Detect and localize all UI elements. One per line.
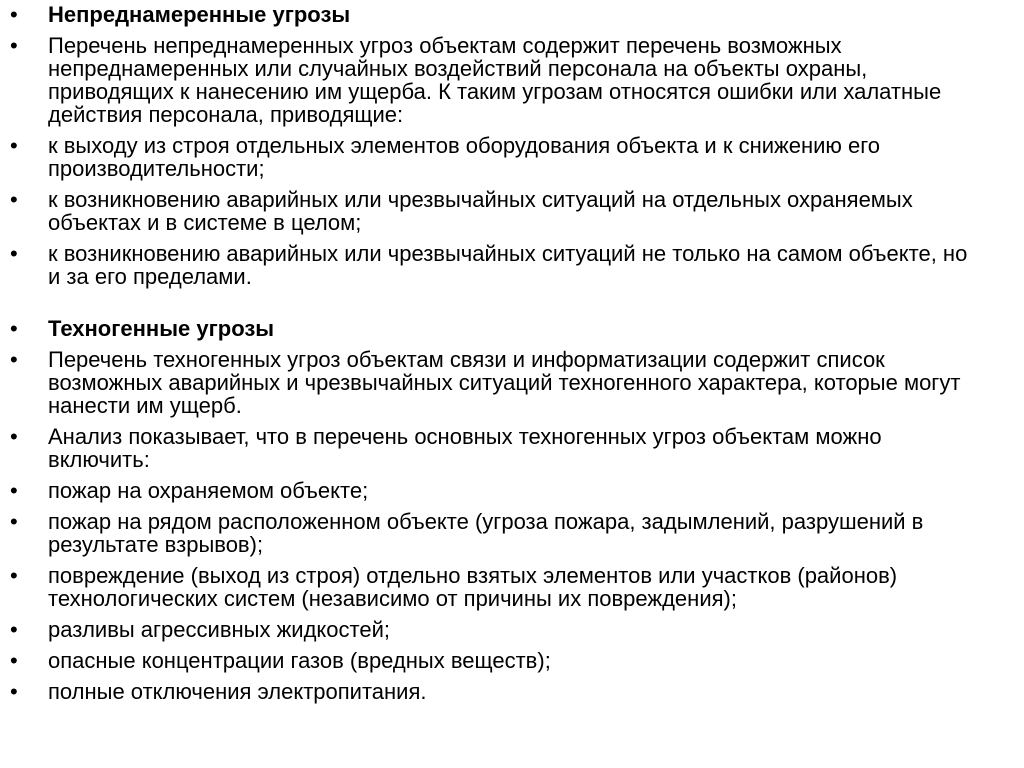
- bullet-icon: •: [10, 347, 18, 372]
- section-heading-unintentional: [10, 3, 984, 26]
- bullet-icon: •: [10, 2, 18, 27]
- bullet-icon: •: [10, 241, 18, 266]
- list-item: [10, 425, 984, 471]
- list-item-text: Анализ показывает, что в перечень основных техногенных угроз объектам можно включить:: [48, 424, 882, 472]
- bullet-icon: •: [10, 316, 18, 341]
- bullet-icon: •: [10, 478, 18, 503]
- list-item: [10, 134, 984, 180]
- section-title: Непреднамеренные угрозы: [48, 2, 351, 27]
- bullet-icon: •: [10, 424, 18, 449]
- bullet-icon: •: [10, 679, 18, 704]
- bullet-icon: •: [10, 33, 18, 58]
- list-item: [10, 242, 984, 288]
- list-item: [10, 618, 984, 641]
- section-heading-technogenic: [10, 317, 984, 340]
- list-item: [10, 649, 984, 672]
- list-item-text: опасные концентрации газов (вредных веществ);: [48, 648, 551, 673]
- bullet-icon: •: [10, 648, 18, 673]
- bullet-icon: •: [10, 563, 18, 588]
- list-item: [10, 564, 984, 610]
- list-item: [10, 510, 984, 556]
- list-item-text: Перечень непреднамеренных угроз объектам содержит перечень возможных непреднамеренных или случайных воздействий персонала на объекты охраны, приводящих к нанесению им ущерба. К таким угрозам относятся ошибки или халатные действия персонала, приводящие:: [48, 33, 942, 127]
- list-item-text: полные отключения электропитания.: [48, 679, 427, 704]
- list-item-text: к возникновению аварийных или чрезвычайных ситуаций на отдельных охраняемых объектах и в системе в целом;: [48, 187, 913, 235]
- list-item-text: к возникновению аварийных или чрезвычайных ситуаций не только на самом объекте, но и за его пределами.: [48, 241, 968, 289]
- list-item-text: разливы агрессивных жидкостей;: [48, 617, 390, 642]
- list-item: [10, 479, 984, 502]
- section-title: Техногенные угрозы: [48, 316, 275, 341]
- bullet-icon: •: [10, 509, 18, 534]
- list-item: [10, 680, 984, 703]
- bullet-icon: •: [10, 617, 18, 642]
- list-item-text: пожар на рядом расположенном объекте (угроза пожара, задымлений, разрушений в результате взрывов);: [48, 509, 924, 557]
- list-item-text: повреждение (выход из строя) отдельно взятых элементов или участков (районов) технологических систем (независимо от причины их повреждения);: [48, 563, 898, 611]
- bullet-list: [10, 3, 984, 703]
- list-item-text: пожар на охраняемом объекте;: [48, 478, 369, 503]
- list-item: [10, 34, 984, 126]
- bullet-icon: •: [10, 187, 18, 212]
- list-item-text: Перечень техногенных угроз объектам связи и информатизации содержит список возможных аварийных и чрезвычайных ситуаций техногенного характера, которые могут нанести им ущерб.: [48, 347, 961, 418]
- list-item: [10, 348, 984, 417]
- bullet-icon: •: [10, 133, 18, 158]
- list-item: [10, 188, 984, 234]
- list-item-text: к выходу из строя отдельных элементов оборудования объекта и к снижению его производительности;: [48, 133, 881, 181]
